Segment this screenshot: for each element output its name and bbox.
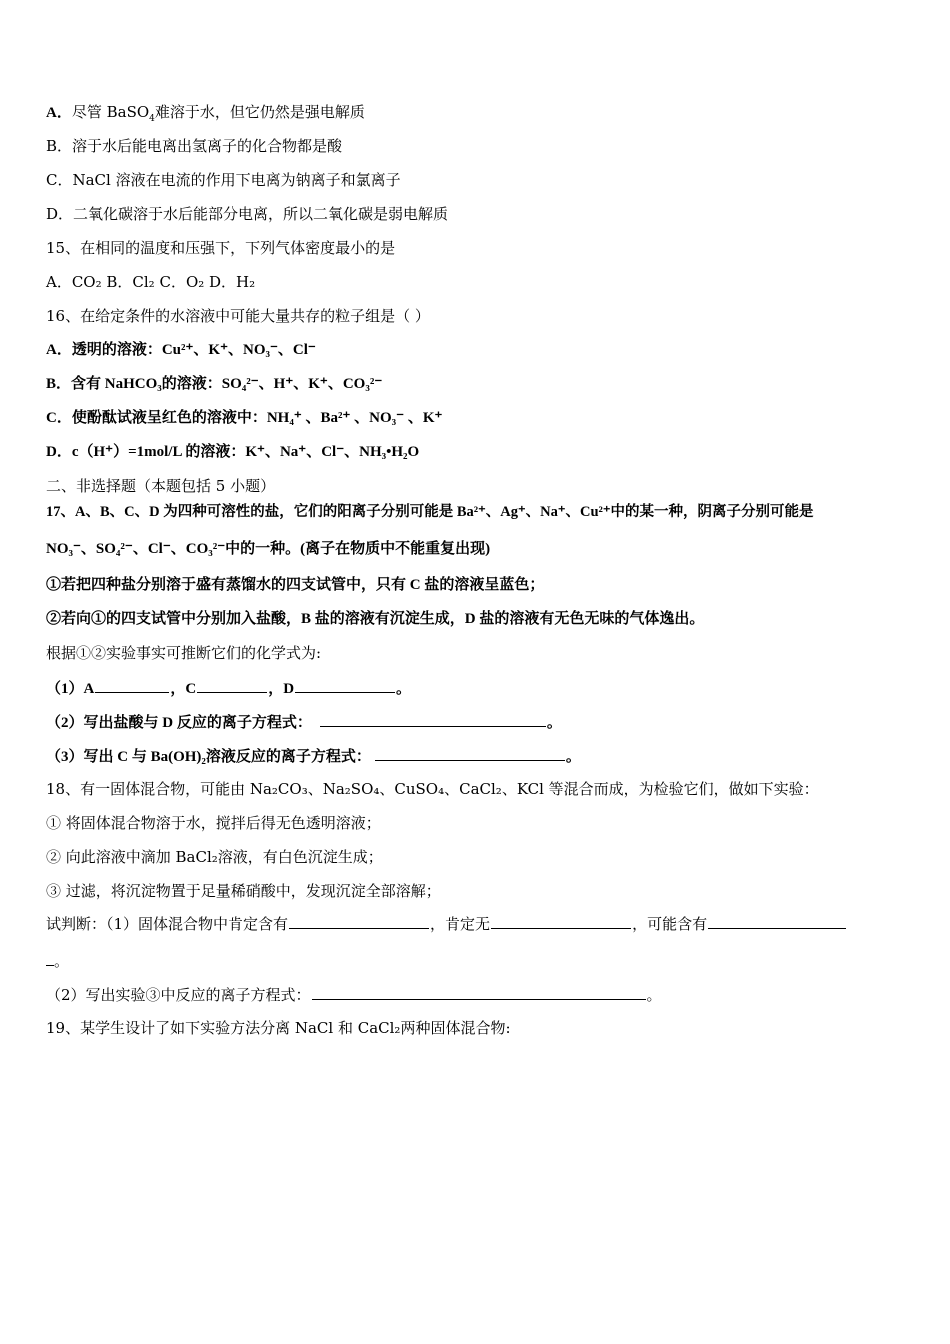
q18-stem: 18、有一固体混合物，可能由 Na₂CO₃、Na₂SO₄、CuSO₄、CaCl₂、KCl 等混合而成，为检验它们，做如下实验：	[46, 780, 819, 798]
q17-sub1	[46, 677, 411, 699]
answer-blank-a[interactable]	[95, 677, 169, 693]
answer-blank-c[interactable]	[197, 677, 267, 693]
label: （2）写出盐酸与 D 反应的离子方程式：	[46, 715, 312, 731]
label: （2）写出实验③中反应的离子方程式：	[46, 986, 311, 1004]
label: ，可能含有	[632, 915, 708, 933]
answer-blank-must-not[interactable]	[491, 913, 631, 929]
answer-blank-d[interactable]	[295, 677, 395, 693]
option-label: A．	[46, 105, 72, 121]
q16-option-b: B．含有 NaHCO₃的溶液：SO₄²⁻、H⁺、K⁺、CO₃²⁻	[46, 376, 383, 392]
subscript: 4	[149, 114, 155, 124]
q18-judge-end	[46, 950, 69, 971]
label: ，肯定无	[430, 915, 491, 933]
option-text: 难溶于水，但它仍然是强电解质	[154, 103, 365, 121]
period: 。	[396, 681, 412, 697]
period: 。	[646, 986, 662, 1004]
q18-step3: ③ 过滤，将沉淀物置于足量稀硝酸中，发现沉淀全部溶解；	[46, 882, 441, 900]
section-heading: 二、非选择题（本题包括 5 小题）	[46, 477, 276, 495]
q18-step1: ① 将固体混合物溶于水，搅拌后得无色透明溶液；	[46, 814, 381, 832]
q18-step2: ② 向此溶液中滴加 BaCl₂溶液，有白色沉淀生成；	[46, 848, 383, 866]
q16-option-a: A．透明的溶液：Cu²⁺、K⁺、NO₃⁻、Cl⁻	[46, 342, 316, 358]
label: ，C	[170, 681, 197, 697]
q19-stem: 19、某学生设计了如下实验方法分离 NaCl 和 CaCl₂两种固体混合物:	[46, 1019, 511, 1037]
q17-sub3	[46, 745, 581, 767]
q15-stem: 15、在相同的温度和压强下，下列气体密度最小的是	[46, 239, 396, 257]
q16-option-c: C．使酚酞试液呈红色的溶液中：NH₄⁺ 、Ba²⁺ 、NO₃⁻ 、K⁺	[46, 410, 443, 426]
q17-inference: 根据①②实验事实可推断它们的化学式为:	[46, 644, 322, 662]
label: ，D	[268, 681, 295, 697]
answer-blank-must-contain[interactable]	[289, 913, 429, 929]
q17-step2: ②若向①的四支试管中分别加入盐酸，B 盐的溶液有沉淀生成，D 盐的溶液有无色无味的气体逸出。	[46, 611, 705, 627]
label: （1）A	[46, 681, 95, 697]
q18-judge	[46, 913, 847, 934]
q17-stem-line2: NO₃⁻、SO₄²⁻、Cl⁻、CO₃²⁻中的一种。(离子在物质中不能重复出现)	[46, 541, 491, 557]
q14-option-d: D．二氧化碳溶于水后能部分电离，所以二氧化碳是弱电解质	[46, 205, 449, 223]
q14-option-c: C．NaCl 溶液在电流的作用下电离为钠离子和氯离子	[46, 171, 401, 189]
q16-option-d: D．c（H⁺）=1mol/L 的溶液：K⁺、Na⁺、Cl⁻、NH₃•H₂O	[46, 444, 420, 460]
answer-blank-equation-d[interactable]	[320, 711, 546, 727]
period: 。	[546, 715, 562, 731]
option-text: 尽管 BaSO	[71, 103, 150, 121]
answer-blank-equation-3[interactable]	[312, 984, 646, 1000]
q17-sub2	[46, 711, 562, 733]
q14-option-a	[46, 102, 365, 123]
period: 。	[54, 952, 70, 970]
answer-blank-equation-c[interactable]	[375, 745, 565, 761]
label: （3）写出 C 与 Ba(OH)₂溶液反应的离子方程式：	[46, 749, 371, 765]
q14-option-b: B．溶于水后能电离出氢离子的化合物都是酸	[46, 137, 343, 155]
q18-sub2	[46, 984, 662, 1005]
answer-blank-tail[interactable]	[46, 950, 54, 966]
q17-stem-line1: 17、A、B、C、D 为四种可溶性的盐，它们的阳离子分别可能是 Ba²⁺、Ag⁺、Na⁺、Cu²⁺中的某一种，阴离子分别可能是	[46, 504, 814, 520]
label: 试判断：（1）固体混合物中肯定含有	[46, 915, 289, 933]
q15-options: A．CO₂ B．Cl₂ C．O₂ D．H₂	[46, 273, 256, 291]
q17-step1: ①若把四种盐分别溶于盛有蒸馏水的四支试管中，只有 C 盐的溶液呈蓝色；	[46, 577, 545, 593]
period: 。	[565, 749, 581, 765]
q16-stem: 16、在给定条件的水溶液中可能大量共存的粒子组是（ ）	[46, 307, 430, 325]
answer-blank-may-contain[interactable]	[708, 913, 846, 929]
